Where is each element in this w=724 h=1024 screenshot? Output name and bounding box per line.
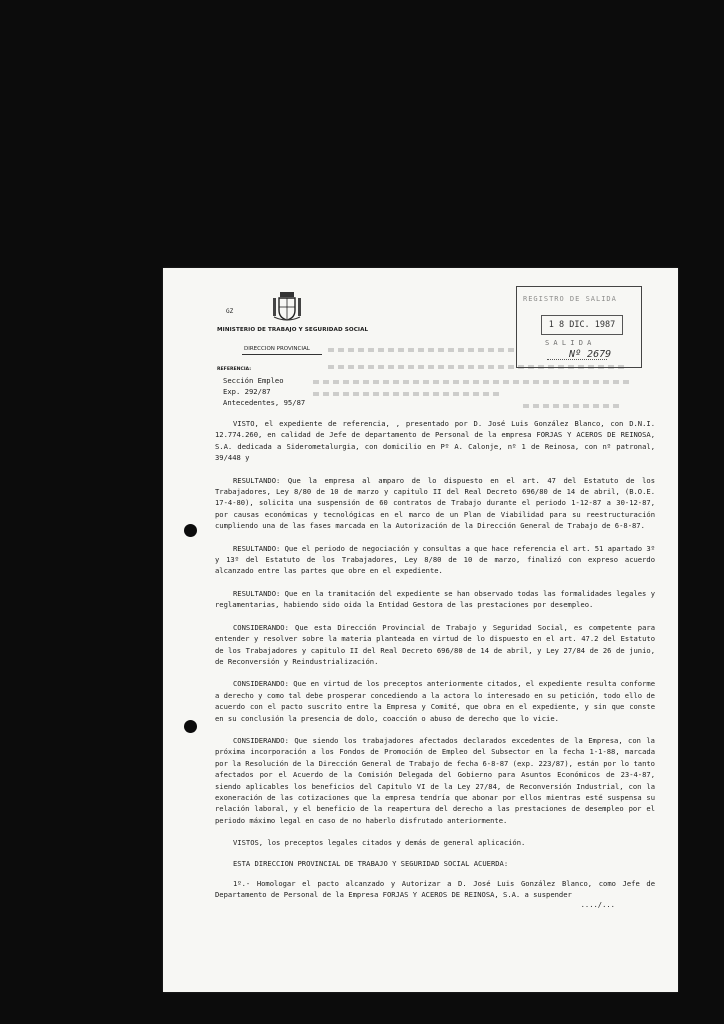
stamp-date: 1 8 DIC. 1987 [541, 315, 623, 335]
punto-1-paragraph: 1º.- Homologar el pacto alcanzado y Autorizar a D. José Luis González Blanco, como Jefe de Departamento de Personal de la Empresa FORJAS Y ACEROS DE REINOSA, S.A. a suspender [215, 879, 655, 900]
ministry-name: MINISTERIO DE TRABAJO Y SEGURIDAD SOCIAL [217, 327, 369, 333]
vistos-paragraph: VISTOS, los preceptos legales citados y demás de general aplicación. [233, 838, 526, 848]
direccion-provincial: DIRECCION PROVINCIAL [244, 346, 310, 352]
stamp-label: S A L I D A [545, 339, 592, 347]
ref-antecedentes: Antecedentes, 95/87 [223, 398, 306, 407]
faded-text-strip [313, 392, 503, 396]
document-page [163, 268, 678, 992]
punch-hole-top [184, 524, 197, 537]
resultando-paragraph-3: RESULTANDO: Que en la tramitación del expediente se han observado todas las formalidades legales y reglamentarias, habiendo sido oida la Entidad Gestora de las prestaciones por desempleo. [215, 588, 655, 610]
ref-section: Sección Empleo [223, 376, 284, 385]
visto-paragraph: VISTO, el expediente de referencia, , presentado por D. José Luis González Blanco, con D.N.I. 12.774.260, en calidad de Jefe de departamento de Personal de la empresa FORJAS Y ACEROS DE REINOSA, S.A. dedicada a Siderometalurgia, con domicilio en Pº A. Calonje, nº 1 de Reinosa, con nº patronal, 39/448 y [215, 419, 655, 463]
ref-expediente: Exp. 292/87 [223, 387, 271, 396]
faded-text-strip [328, 348, 518, 352]
coat-of-arms-icon [270, 290, 304, 322]
acuerda-heading: ESTA DIRECCION PROVINCIAL DE TRABAJO Y SEGURIDAD SOCIAL ACUERDA: [233, 858, 509, 868]
initials-mark: GZ [226, 308, 234, 315]
reference-block [223, 375, 305, 408]
stamp-header: REGISTRO DE SALIDA [523, 295, 617, 303]
registry-stamp [516, 286, 642, 368]
stamp-number: Nº 2679 [569, 349, 612, 360]
continuation-mark: ..../... [580, 899, 615, 909]
considerando-paragraph-1: CONSIDERANDO: Que esta Dirección Provincial de Trabajo y Seguridad Social, es competente para entender y resolver sobre la materia planteada en virtud de lo dispuesto en el art. 47.2 del Estatuto de los Trabajadores y capitulo II del Real Decreto 696/80 de 14 de abril, y Ley 27/84 de 26 de junio, de Reconversión y Reindustrialización. [215, 622, 655, 666]
resultando-paragraph-2: RESULTANDO: Que el periodo de negociación y consultas a que hace referencia el art. 51 apartado 3º y 13º del Estatuto de los Trabajadores, Ley 8/80 de 10 de marzo, finalizó con expreso acuerdo alcanzado entre las partes que obre en el expediente. [215, 543, 655, 576]
resultando-paragraph-1: RESULTANDO: Que la empresa al amparo de lo dispuesto en el art. 47 del Estatuto de los Trabajadores, Ley 8/80 de 10 de marzo y capitulo II del Real Decreto 696/80 de 14 de abril, (B.O.E. 17-4-80), solicita una suspensión de 60 contratos de Trabajo durante el periodo 1-12-87 a 30-12-87, por causas económicas y tecnológicas en el marco de un Plan de Viabilidad para su reestructuración cumpliendo una de las fases marcada en la Autorización de la Dirección General de Trabajo de 6-8-87. [215, 475, 655, 531]
resolution-body [215, 418, 655, 910]
direccion-underline [242, 354, 322, 355]
referencia-label: REFERENCIA: [217, 367, 252, 372]
considerando-paragraph-3: CONSIDERANDO: Que siendo los trabajadores afectados declarados excedentes de la Empresa, con la próxima incorporación a los Fondos de Promoción de Empleo del Subsector en la fecha 1-1-88, marcada por la Resolución de la Dirección General de Trabajo de fecha 6-8-87 (exp. 223/87), están por lo tanto afectados por el Acuerdo de la Comisión Delegada del Gobierno para Asuntos Económicos de 23-4-87, siendo aplicables los beneficios del Capitulo VI de la Ley 27/84, de Reconversión Industrial, con la exoneración de las cotizaciones que la empresa tendría que abonar por ellos mientras esté suspensa su relación laboral, y el beneficio de la reapertura del derecho a las prestaciones de desempleo por el periodo máximo legal en caso de no haberlo disfrutado anteriormente. [215, 735, 655, 825]
punch-hole-bottom [184, 720, 197, 733]
stamp-rule [547, 359, 607, 360]
faded-text-strip [313, 380, 633, 384]
considerando-paragraph-2: CONSIDERANDO: Que en virtud de los preceptos anteriormente citados, el expediente resulta conforme a derecho y como tal debe prosperar concediendo a la actora lo interesado en su petición, todo ello de acuerdo con el pacto suscrito entre la Empresa y Comité, que obra en el expediente, y sin que conste en su conclusión la presencia de dolo, coacción o abuso de derecho que lo vicie. [215, 679, 655, 723]
faded-text-strip [523, 404, 623, 408]
